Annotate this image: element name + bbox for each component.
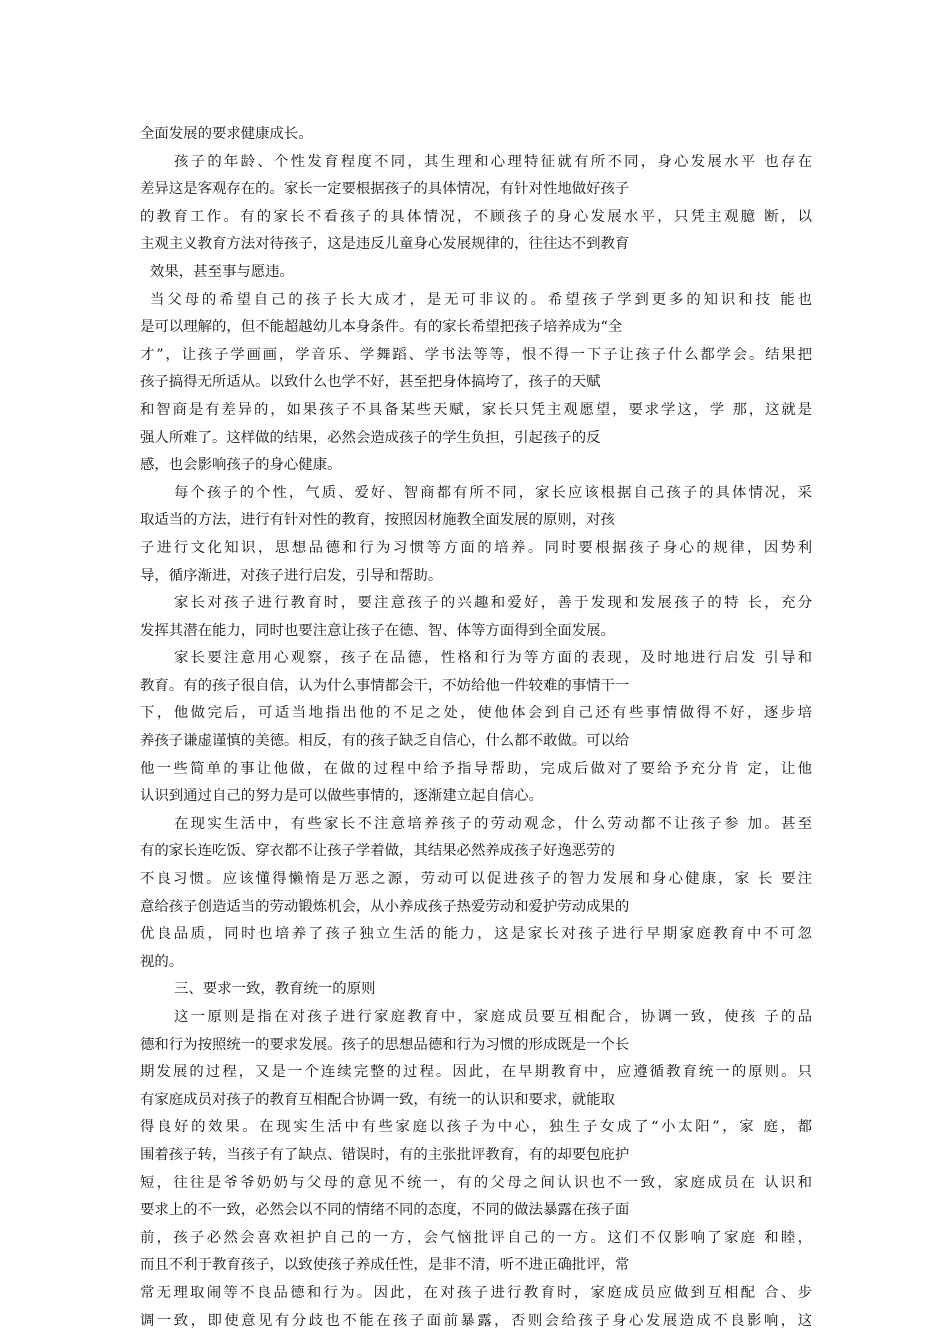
text-line: 和智商是有差异的，如果孩子不具备某些天赋，家长只凭主观愿望，要求学这，学 那，这就是 <box>140 401 812 418</box>
text-line: 差异这是客观存在的。家长一定要根据孩子的具体情况，有针对性地做好孩子 <box>140 181 630 198</box>
text-line: 发挥其潜在能力，同时也要注意让孩子在德、智、体等方面得到全面发展。 <box>140 622 615 639</box>
text-line: 视的。 <box>140 953 184 970</box>
text-line: 强人所难了。这样做的结果，必然会造成孩子的学生负担，引起孩子的反 <box>140 429 601 446</box>
text-line: 围着孩子转，当孩子有了缺点、错误时，有的主张批评教育，有的却要包庇护 <box>140 1146 630 1163</box>
text-line: 这一原则是指在对孩子进行家庭教育中，家庭成员要互相配合，协调一致，使孩 子的品 <box>174 1009 812 1025</box>
text-line: 认识到通过自己的努力是可以做些事情的，逐渐建立起自信心。 <box>140 788 543 805</box>
text-line: 意给孩子创造适当的劳动锻炼机会，从小养成孩子热爱劳动和爱护劳动成果的 <box>140 898 630 915</box>
text-line: 取适当的方法，进行有针对性的教育，按照因材施教全面发展的原则，对孩 <box>140 512 615 529</box>
text-line: 常无理取闹等不良品德和行为。因此，在对孩子进行教育时，家庭成员应做到互相配 合、步 <box>140 1284 812 1301</box>
text-line: 三、要求一致，教育统一的原则 <box>174 981 376 998</box>
text-line: 有家庭成员对孩子的教育互相配合协调一致，有统一的认识和要求，就能取 <box>140 1091 615 1108</box>
text-line: 调一致，即使意见有分歧也不能在孩子面前暴露，否则会给孩子身心发展造成不良影响，这 <box>140 1312 812 1329</box>
text-line: 要求上的不一致，必然会以不同的情绪不同的态度，不同的做法暴露在孩子面 <box>140 1202 630 1219</box>
text-line: 感，也会影响孩子的身心健康。 <box>140 457 342 474</box>
text-line: 全面发展的要求健康成长。 <box>140 126 313 142</box>
text-line: 每个孩子的个性，气质、爱好、智商都有所不同，家长应该根据自己孩子的具体情况，采 <box>174 484 812 501</box>
text-line: 子进行文化知识，思想品德和行为习惯等方面的培养。同时要根据孩子身心的规律，因势利 <box>140 539 812 556</box>
text-line: 导，循序渐进，对孩子进行启发，引导和帮助。 <box>140 567 443 584</box>
text-line: 短，往往是爷爷奶奶与父母的意见不统一，有的父母之间认识也不一致，家庭成员在 认识和 <box>140 1174 812 1191</box>
text-line: 优良品质，同时也培养了孩子独立生活的能力，这是家长对孩子进行早期家庭教育中不可忽 <box>140 926 812 943</box>
text-line: 得良好的效果。在现实生活中有些家庭以孩子为中心，独生子女成了“小太阳”，家 庭，都 <box>140 1119 812 1136</box>
text-line: 养孩子谦虚谨慎的美德。相反，有的孩子缺乏自信心，什么都不敢做。可以给 <box>140 733 630 750</box>
text-line: 而且不利于教育孩子，以致使孩子养成任性，是非不清，听不进正确批评，常 <box>140 1257 630 1274</box>
text-line: 前，孩子必然会喜欢袒护自己的一方，会气恼批评自己的一方。这们不仅影响了家庭 和睦， <box>140 1229 812 1246</box>
text-line: 在现实生活中，有些家长不注意培养孩子的劳动观念，什么劳动都不让孩子参 加。甚至 <box>174 815 812 832</box>
text-line: 家长对孩子进行教育时，要注意孩子的兴趣和爱好，善于发现和发展孩子的特 长，充分 <box>174 595 812 612</box>
text-line: 家长要注意用心观察，孩子在品德，性格和行为等方面的表现，及时地进行启发 引导和 <box>174 650 812 667</box>
text-line: 效果，甚至事与愿违。 <box>150 263 294 280</box>
text-line: 才”，让孩子学画画，学音乐、学舞蹈、学书法等等，恨不得一下子让孩子什么都学会。结果把 <box>140 346 812 363</box>
text-line: 他一些简单的事让他做，在做的过程中给予指导帮助，完成后做对了要给予充分肯 定，让他 <box>140 760 812 777</box>
text-line: 下，他做完后，可适当地指出他的不足之处，使他体会到自己还有些事情做得不好，逐步培 <box>140 705 812 722</box>
text-line: 不良习惯。应该懂得懒惰是万恶之源，劳动可以促进孩子的智力发展和身心健康，家 长 要注 <box>140 871 812 888</box>
text-line: 期发展的过程，又是一个连续完整的过程。因此，在早期教育中，应遵循教育统一的原则。只 <box>140 1064 812 1081</box>
text-line: 孩子搞得无所适从。以致什么也学不好，甚至把身体搞垮了，孩子的天赋 <box>140 374 601 391</box>
text-line: 德和行为按照统一的要求发展。孩子的思想品德和行为习惯的形成既是一个长 <box>140 1036 630 1053</box>
text-line: 主观主义教育方法对待孩子，这是违反儿童身心发展规律的，往往达不到教育 <box>140 236 630 253</box>
text-line: 有的家长连吃饭、穿衣都不让孩子学着做，其结果必然养成孩子好逸恶劳的 <box>140 843 615 860</box>
text-line: 孩子的年龄、个性发育程度不同，其生理和心理特征就有所不同，身心发展水平 也存在 <box>174 153 812 170</box>
text-line: 当父母的希望自己的孩子长大成才，是无可非议的。希望孩子学到更多的知识和技 能也 <box>150 291 812 308</box>
document-page <box>140 121 812 1335</box>
text-line: 教育。有的孩子很自信，认为什么事情都会干，不妨给他一件较难的事情干一 <box>140 677 630 694</box>
text-line: 的教育工作。有的家长不看孩子的具体情况，不顾孩子的身心发展水平，只凭主观臆 断，以 <box>140 208 812 225</box>
text-line: 是可以理解的，但不能超越幼儿本身条件。有的家长希望把孩子培养成为“全 <box>140 319 623 336</box>
